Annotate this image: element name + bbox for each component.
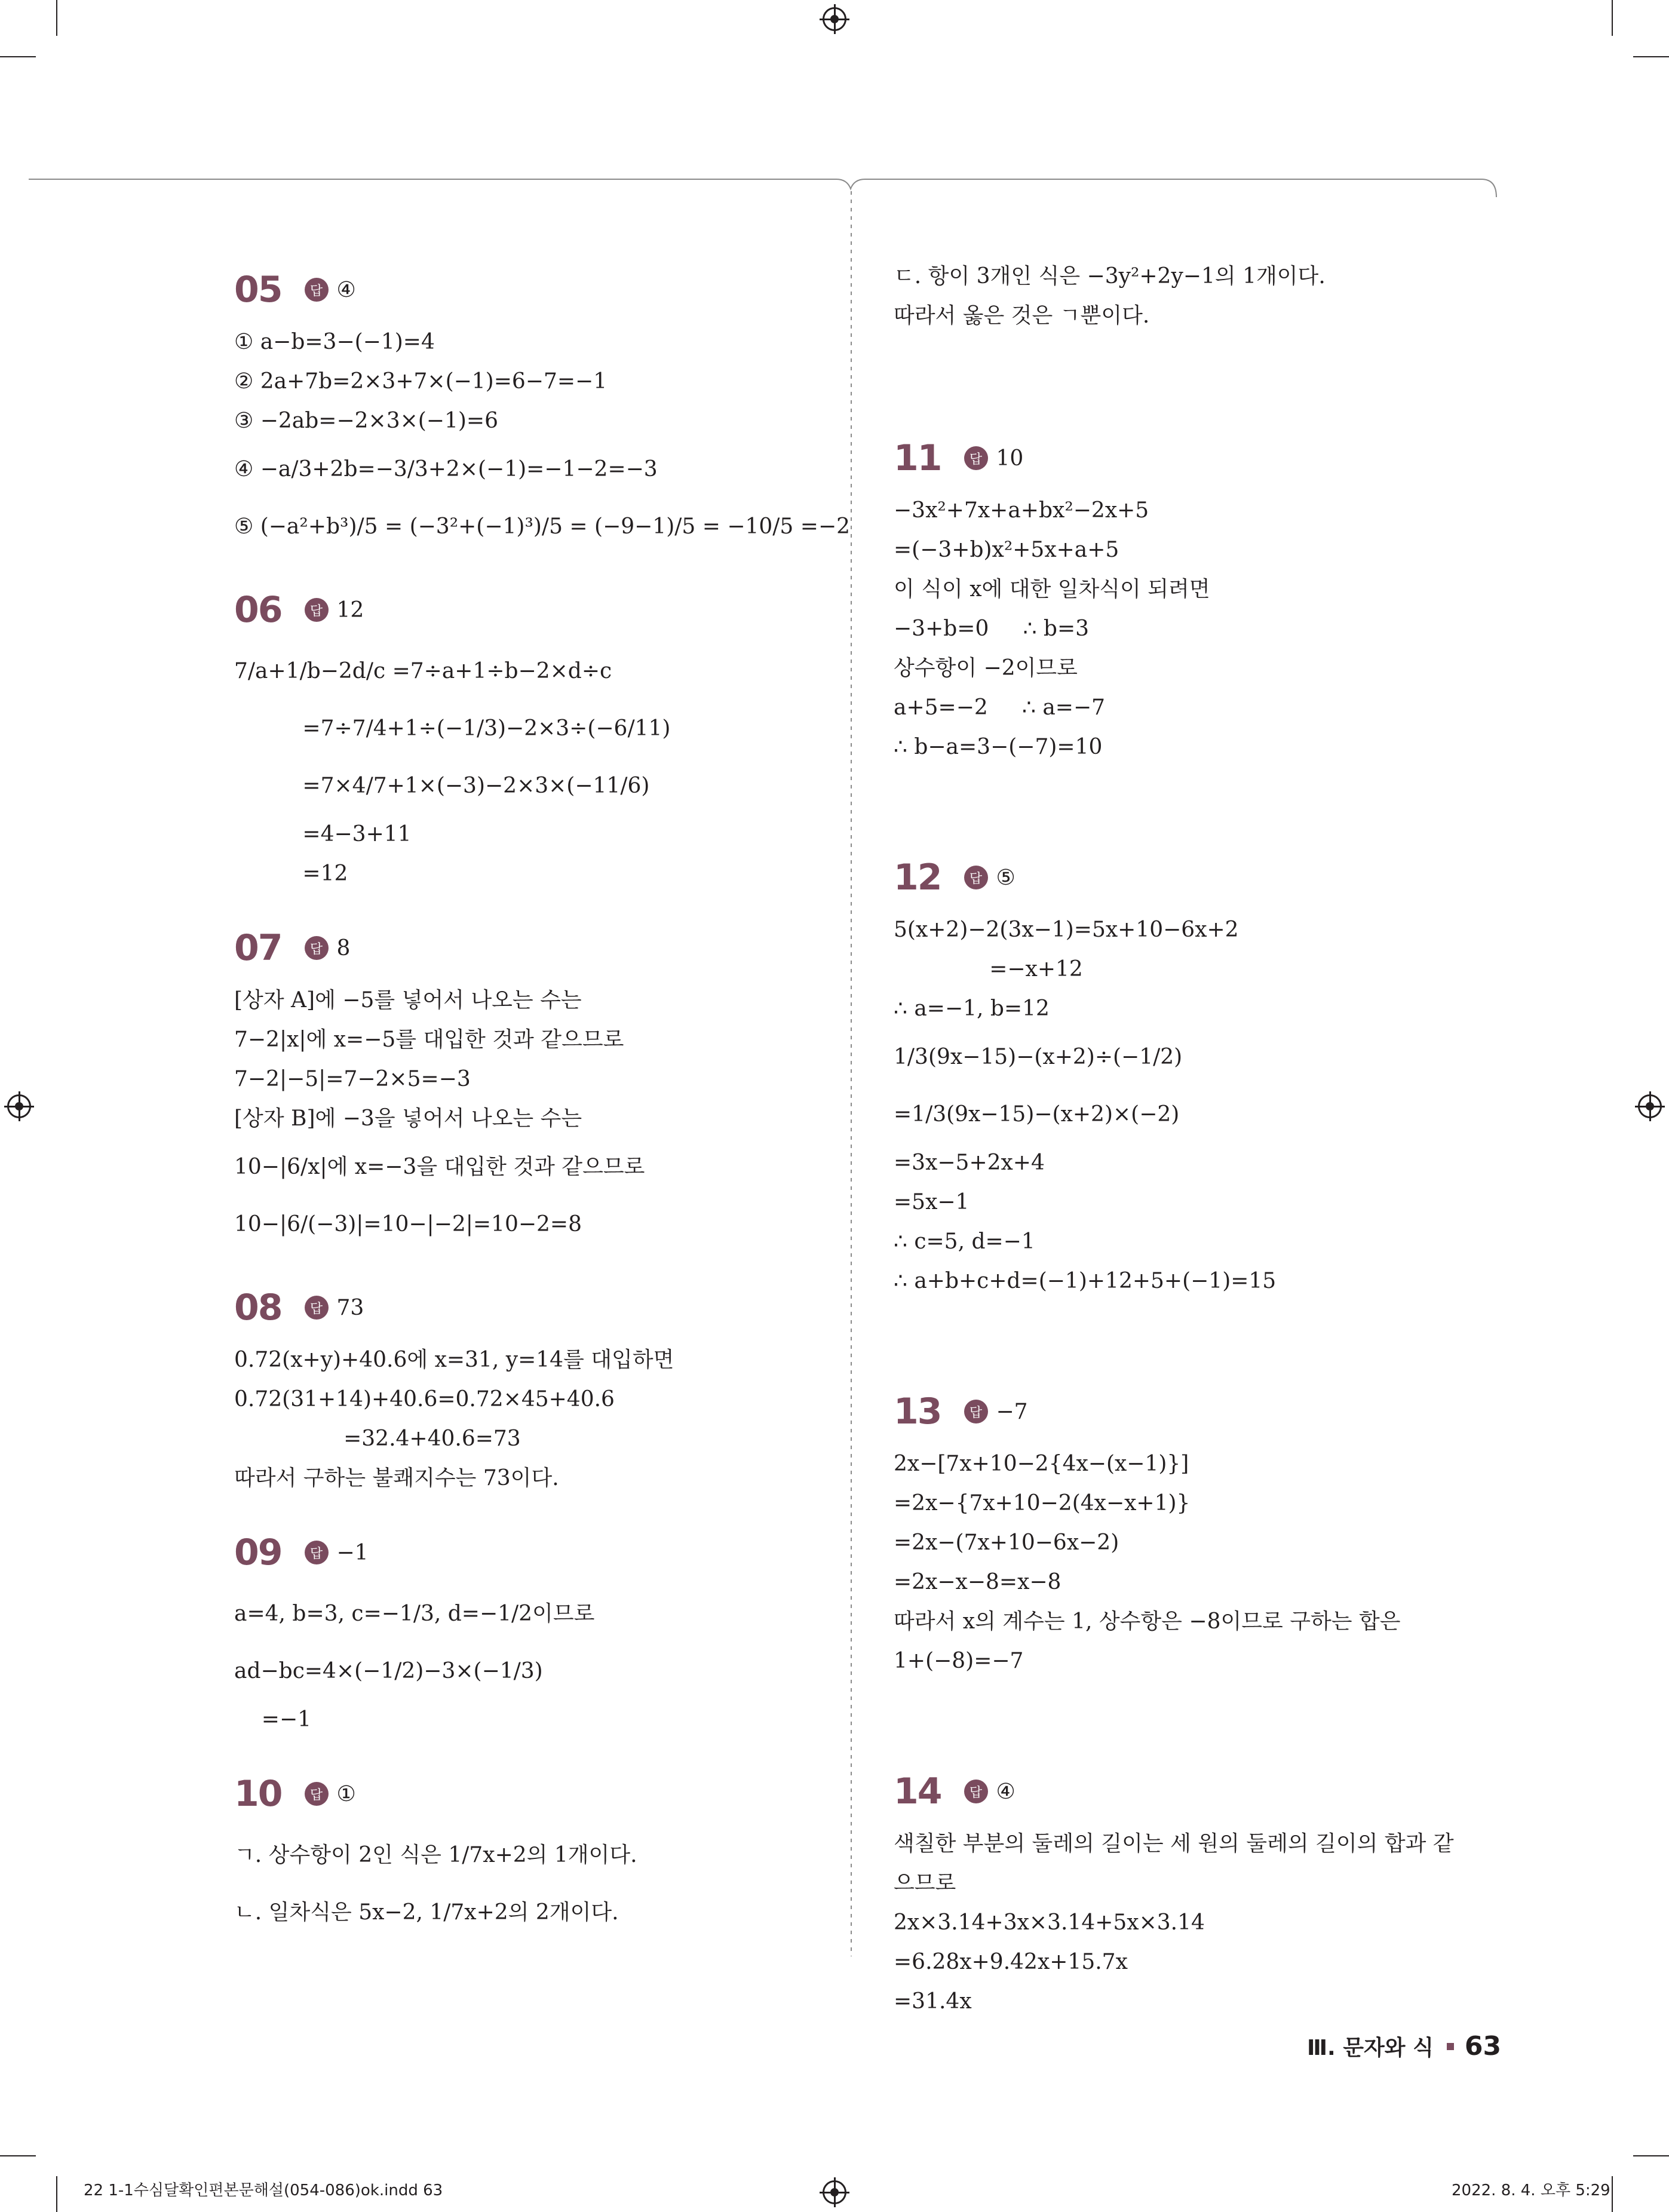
solution-line: =12 — [234, 861, 348, 886]
solution-line: ad−bc=4×(−1/2)−3×(−1/3) — [234, 1659, 543, 1683]
answer-badge: 답 — [305, 278, 329, 302]
answer-badge: 답 — [964, 1400, 988, 1423]
solution-line: =5x−1 — [894, 1190, 970, 1214]
problem-number: 10 — [234, 1773, 282, 1815]
solution-line: ① a−b=3−(−1)=4 — [234, 330, 435, 354]
answer-badge: 답 — [305, 1541, 329, 1564]
solution-line: ∴ c=5, d=−1 — [894, 1229, 1035, 1254]
solution-line: 10−|6/x|에 x=−3을 대입한 것과 같으므로 — [234, 1155, 645, 1179]
answer-value: 12 — [336, 597, 364, 622]
solution-line: 5(x+2)−2(3x−1)=5x+10−6x+2 — [894, 918, 1239, 942]
solution-line: ⑤ (−a²+b³)/5 = (−3²+(−1)³)/5 = (−9−1)/5 = −10/5 =−2 — [234, 514, 851, 539]
problem-number: 11 — [894, 437, 941, 479]
problem-06 — [234, 577, 843, 894]
footer-date: 2022. 8. 4. 오후 5:29 — [1452, 2182, 1610, 2199]
solution-line: =7×4/7+1×(−3)−2×3×(−11/6) — [234, 774, 650, 798]
solution-line: ㄴ. 일차식은 5x−2, 1/7x+2의 2개이다. — [234, 1900, 619, 1925]
answer-value: −7 — [996, 1399, 1028, 1424]
solution-line: 상수항이 −2이므로 — [894, 656, 1078, 680]
solution-line: [상자 B]에 −3을 넣어서 나오는 수는 — [234, 1106, 582, 1131]
solution-line: 1+(−8)=−7 — [894, 1649, 1024, 1673]
solution-line: =6.28x+9.42x+15.7x — [894, 1950, 1128, 1974]
solution-line: 따라서 구하는 불쾌지수는 73이다. — [234, 1466, 559, 1490]
answer-badge: 답 — [305, 598, 329, 622]
solution-line: =2x−(7x+10−6x−2) — [894, 1530, 1119, 1555]
problem-08 — [234, 1275, 843, 1498]
solution-line: =−x+12 — [894, 957, 1083, 981]
problem-number: 08 — [234, 1287, 282, 1329]
solution-line: =4−3+11 — [234, 822, 412, 846]
solution-line: ③ −2ab=−2×3×(−1)=6 — [234, 409, 498, 433]
problem-number: 09 — [234, 1532, 282, 1573]
problem-number: 14 — [894, 1771, 941, 1812]
right-column — [894, 257, 1491, 2043]
left-column — [234, 257, 851, 1963]
problem-09 — [234, 1520, 843, 1739]
solution-line: ㄱ. 상수항이 2인 식은 1/7x+2의 1개이다. — [234, 1843, 637, 1867]
problem-12 — [894, 845, 1491, 1301]
solution-line: a=4, b=3, c=−1/3, d=−1/2이므로 — [234, 1602, 595, 1626]
solution-line: 1/3(9x−15)−(x+2)÷(−1/2) — [894, 1045, 1183, 1069]
answer-value: 8 — [336, 935, 351, 961]
solution-line: 0.72(x+y)+40.6에 x=31, y=14를 대입하면 — [234, 1348, 674, 1372]
solution-line: =2x−x−8=x−8 — [894, 1570, 1061, 1594]
solution-line: [상자 A]에 −5를 넣어서 나오는 수는 — [234, 988, 582, 1013]
solution-line: =31.4x — [894, 1989, 972, 2014]
answer-badge: 답 — [964, 1780, 988, 1803]
solution-line: 7−2|−5|=7−2×5=−3 — [234, 1067, 471, 1091]
problem-07 — [234, 915, 843, 1253]
problem-10-continued — [894, 257, 1491, 336]
solution-line: 2x×3.14+3x×3.14+5x×3.14 — [894, 1910, 1205, 1935]
solution-line: 으므로 — [894, 1871, 956, 1895]
answer-value: ④ — [996, 1779, 1015, 1804]
problem-number: 13 — [894, 1391, 941, 1432]
solution-line: 10−|6/(−3)|=10−|−2|=10−2=8 — [234, 1212, 582, 1237]
solution-line: =32.4+40.6=73 — [234, 1426, 521, 1451]
solution-line: 따라서 x의 계수는 1, 상수항은 −8이므로 구하는 합은 — [894, 1609, 1401, 1634]
solution-line: −3x²+7x+a+bx²−2x+5 — [894, 498, 1149, 523]
page-header — [1307, 2031, 1501, 2061]
problem-05 — [234, 257, 851, 556]
footer-filename: 22 1-1수심달확인편본문해설(054-086)ok.indd 63 — [84, 2182, 443, 2199]
solution-line: 색칠한 부분의 둘레의 길이는 세 원의 둘레의 길이의 합과 같 — [894, 1831, 1454, 1856]
answer-badge: 답 — [305, 1296, 329, 1320]
solution-line: a+5=−2 ∴ a=−7 — [894, 695, 1106, 720]
answer-value: ④ — [336, 277, 356, 302]
solution-line: =1/3(9x−15)−(x+2)×(−2) — [894, 1102, 1180, 1127]
problem-10 — [234, 1761, 843, 1941]
solution-line: ④ −a/3+2b=−3/3+2×(−1)=−1−2=−3 — [234, 457, 658, 481]
solution-line: =7÷7/4+1÷(−1/3)−2×3÷(−6/11) — [234, 716, 671, 741]
problem-number: 07 — [234, 927, 282, 969]
problem-number: 12 — [894, 857, 941, 898]
answer-badge: 답 — [305, 936, 329, 960]
problem-14 — [894, 1759, 1491, 2021]
solution-line: 7/a+1/b−2d/c =7÷a+1÷b−2×d÷c — [234, 659, 612, 683]
solution-line: ∴ a+b+c+d=(−1)+12+5+(−1)=15 — [894, 1269, 1277, 1293]
answer-badge: 답 — [305, 1782, 329, 1806]
solution-line: 0.72(31+14)+40.6=0.72×45+40.6 — [234, 1387, 615, 1412]
solution-line: ② 2a+7b=2×3+7×(−1)=6−7=−1 — [234, 369, 608, 394]
separator-square-icon — [1447, 2043, 1454, 2050]
solution-line: ㄷ. 항이 3개인 식은 −3y²+2y−1의 1개이다. — [894, 264, 1326, 289]
answer-value: 10 — [996, 446, 1024, 471]
answer-value: ⑤ — [996, 865, 1015, 890]
solution-line: =(−3+b)x²+5x+a+5 — [894, 538, 1119, 562]
solution-line: =−1 — [234, 1707, 312, 1732]
problem-11 — [894, 425, 1491, 767]
answer-badge: 답 — [964, 446, 988, 470]
answer-value: ① — [336, 1781, 356, 1806]
solution-line: =3x−5+2x+4 — [894, 1151, 1045, 1175]
page-number: 63 — [1464, 2031, 1502, 2061]
solution-line: ∴ a=−1, b=12 — [894, 996, 1050, 1021]
answer-value: −1 — [336, 1540, 369, 1565]
answer-badge: 답 — [964, 866, 988, 889]
solution-line: 따라서 옳은 것은 ㄱ뿐이다. — [894, 303, 1150, 328]
solution-line: 이 식이 x에 대한 일차식이 되려면 — [894, 577, 1210, 602]
solution-line: =2x−{7x+10−2(4x−x+1)} — [894, 1491, 1191, 1515]
solution-line: −3+b=0 ∴ b=3 — [894, 616, 1090, 641]
solution-line: 7−2|x|에 x=−5를 대입한 것과 같으므로 — [234, 1027, 624, 1052]
problem-number: 06 — [234, 589, 282, 631]
problem-number: 05 — [234, 269, 282, 311]
solution-line: ∴ b−a=3−(−7)=10 — [894, 735, 1103, 759]
solution-line: 2x−[7x+10−2{4x−(x−1)}] — [894, 1452, 1189, 1476]
answer-value: 73 — [336, 1295, 364, 1320]
section-label: Ⅲ. 문자와 식 — [1307, 2036, 1434, 2060]
problem-13 — [894, 1379, 1491, 1681]
